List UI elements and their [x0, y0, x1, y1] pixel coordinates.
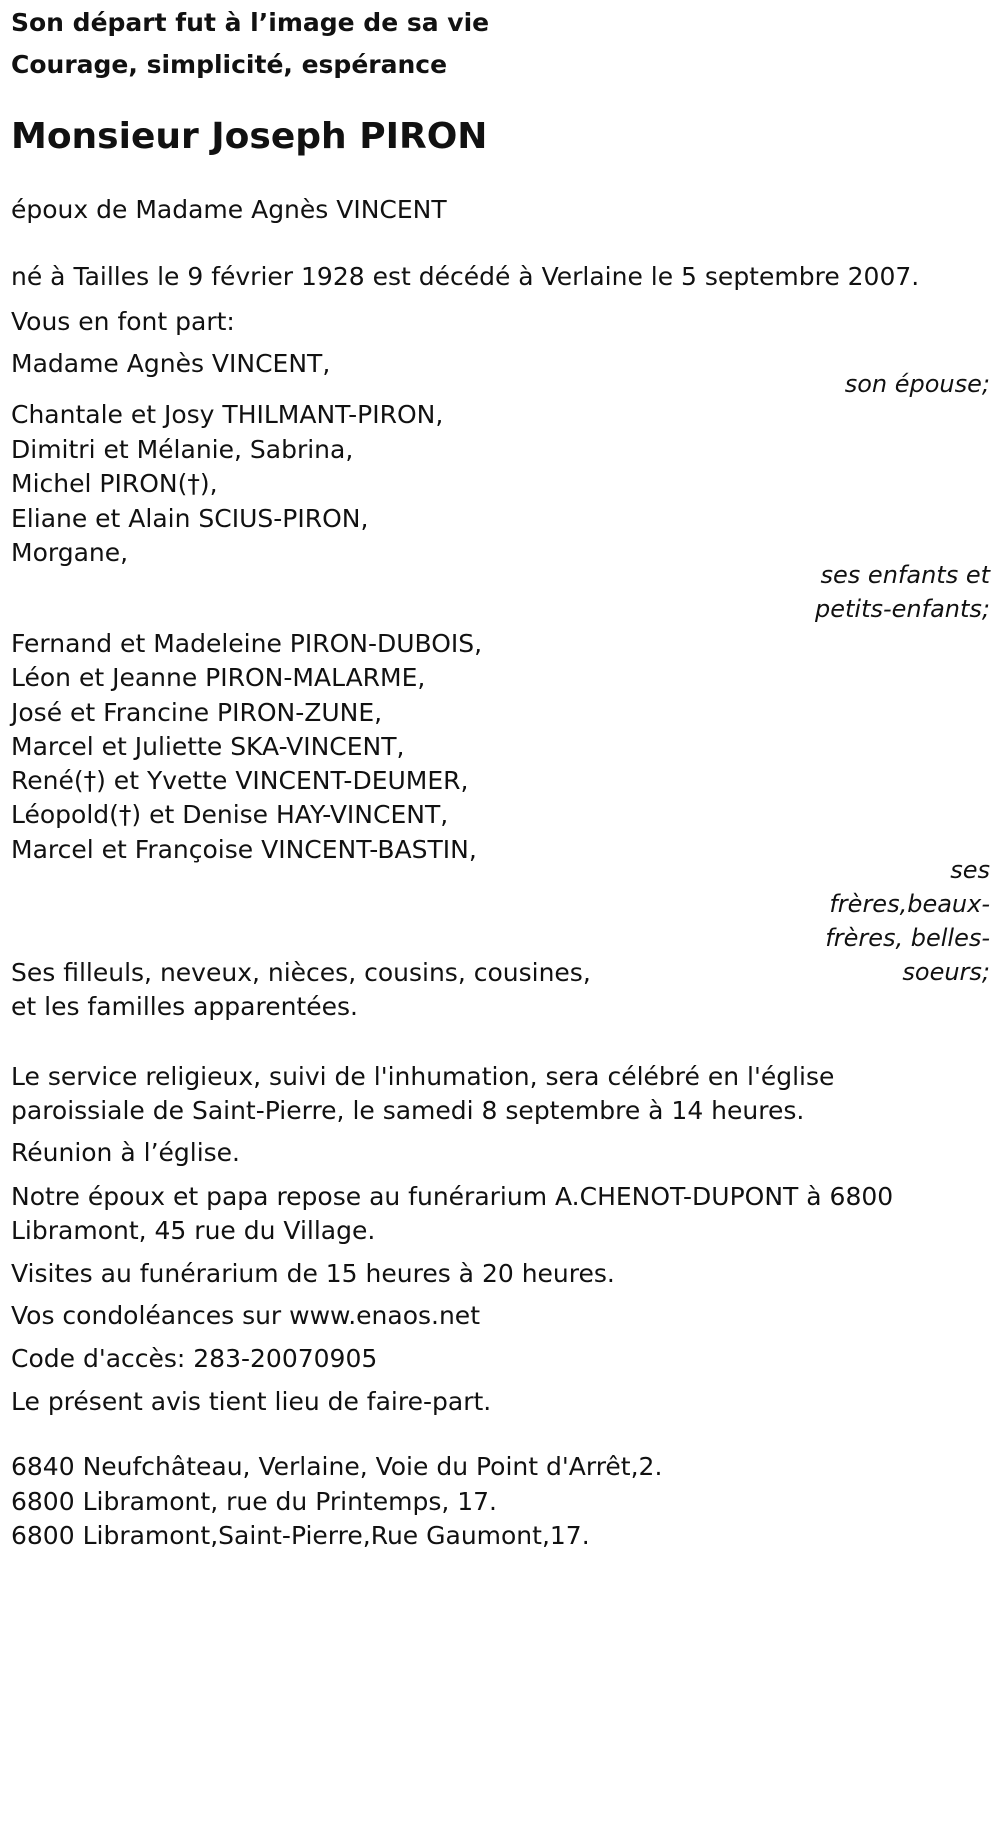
deceased-name: Monsieur Joseph PIRON [11, 116, 488, 157]
meeting-point: Réunion à l’église. [11, 1138, 241, 1167]
family-name: Chantale et Josy THILMANT-PIRON, [11, 400, 444, 429]
family-name: René(†) et Yvette VINCENT-DEUMER, [11, 766, 469, 796]
address-line: 6800 Libramont, rue du Printemps, 17. [11, 1486, 497, 1516]
family-name: Morgane, [11, 538, 129, 567]
family-name: Léon et Jeanne PIRON-MALARME, [11, 663, 426, 693]
family-role: son épouse; [844, 370, 990, 398]
extended-family: Ses filleuls, neveux, nièces, cousins, cousines, et les familles apparentées. [11, 958, 591, 1021]
access-code: Code d'accès: 283-20070905 [11, 1344, 378, 1373]
family-name: Léopold(†) et Denise HAY-VINCENT, [11, 800, 449, 830]
family-group-children [11, 398, 443, 571]
announcement-intro: Vous en font part: [11, 307, 235, 336]
family-name: Marcel et Françoise VINCENT-BASTIN, [11, 834, 477, 864]
family-name: Dimitri et Mélanie, Sabrina, [11, 434, 354, 464]
address-block [11, 1450, 662, 1554]
family-role: ses enfants et petits-enfants; [815, 561, 990, 623]
family-name: José et Francine PIRON-ZUNE, [11, 697, 383, 727]
service-info: Le service religieux, suivi de l'inhumation, sera célébré en l'église paroissiale de Saint-Pierre, le samedi 8 septembre à 14 heures. [11, 1062, 835, 1125]
family-name: Marcel et Juliette SKA-VINCENT, [11, 731, 405, 761]
visiting-hours: Visites au funérarium de 15 heures à 20 heures. [11, 1259, 615, 1288]
spouse-line: époux de Madame Agnès VINCENT [11, 195, 447, 224]
motto-line: Courage, simplicité, espérance [11, 50, 448, 79]
notice-statement: Le présent avis tient lieu de faire-part. [11, 1387, 492, 1416]
funeral-home-info: Notre époux et papa repose au funérarium A.CHENOT-DUPONT à 6800 Libramont, 45 rue du Village. [11, 1182, 894, 1245]
motto-line: Son départ fut à l’image de sa vie [11, 8, 490, 37]
birth-death-line: né à Tailles le 9 février 1928 est décédé à Verlaine le 5 septembre 2007. [11, 262, 920, 291]
address-line: 6840 Neufchâteau, Verlaine, Voie du Point d'Arrêt,2. [11, 1452, 663, 1481]
family-name: Michel PIRON(†), [11, 469, 218, 498]
family-group-siblings [11, 627, 482, 867]
condolences-line: Vos condoléances sur www.enaos.net [11, 1301, 480, 1330]
address-line: 6800 Libramont,Saint-Pierre,Rue Gaumont,17. [11, 1521, 590, 1550]
family-name: Madame Agnès VINCENT, [11, 349, 331, 378]
family-name: Fernand et Madeleine PIRON-DUBOIS, [11, 629, 483, 658]
family-role: ses frères,beaux-frères, belles-soeurs; [825, 856, 990, 986]
family-name: Eliane et Alain SCIUS-PIRON, [11, 503, 369, 533]
